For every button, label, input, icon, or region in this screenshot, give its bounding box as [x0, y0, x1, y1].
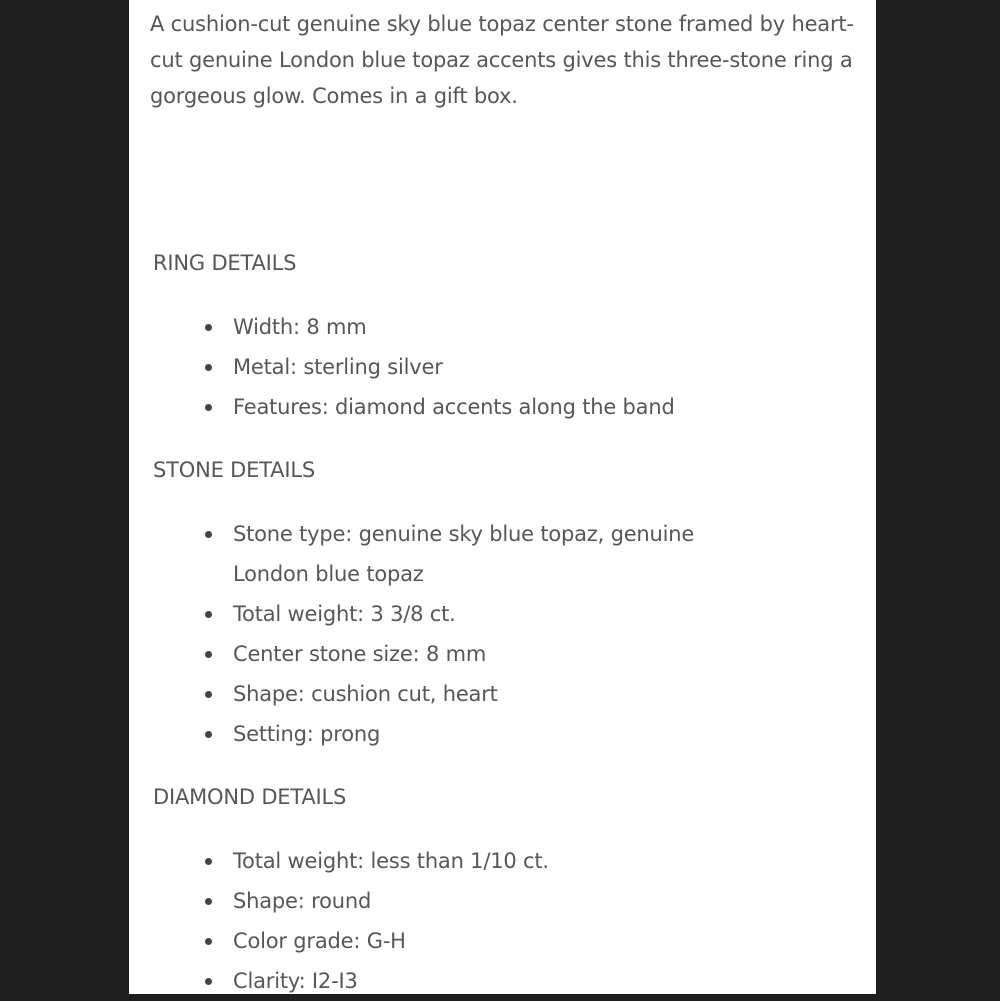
bullet-icon — [205, 324, 212, 331]
product-description: A cushion-cut genuine sky blue topaz center stone framed by heart-cut genuine London blue topaz accents gives this three-stone ring a gorgeous glow. Comes in a gift box. — [150, 12, 854, 108]
list-item: Clarity: I2-I3 — [129, 961, 829, 1001]
bullet-icon — [205, 364, 212, 371]
bullet-icon — [205, 651, 212, 658]
bullet-icon — [205, 404, 212, 411]
list-item: Center stone size: 8 mm — [129, 634, 829, 674]
list-item: Color grade: G-H — [129, 921, 829, 961]
list-item: Shape: round — [129, 881, 829, 921]
product-details-panel — [129, 0, 876, 994]
list-item: Features: diamond accents along the band — [129, 387, 829, 427]
list-item: Stone type: genuine sky blue topaz, genuine London blue topaz — [129, 514, 829, 594]
ring-details-heading: RING DETAILS — [153, 251, 297, 275]
list-item: Shape: cushion cut, heart — [129, 674, 829, 714]
list-item: Width: 8 mm — [129, 307, 829, 347]
bullet-icon — [205, 531, 212, 538]
bullet-icon — [205, 691, 212, 698]
bullet-icon — [205, 731, 212, 738]
list-item: Metal: sterling silver — [129, 347, 829, 387]
list-item: Setting: prong — [129, 714, 829, 754]
bullet-icon — [205, 898, 212, 905]
list-item: Total weight: less than 1/10 ct. — [129, 841, 829, 881]
diamond-details-list — [129, 841, 829, 1001]
ring-details-list — [129, 307, 829, 427]
list-item: Total weight: 3 3/8 ct. — [129, 594, 829, 634]
stone-details-heading: STONE DETAILS — [153, 458, 315, 482]
bullet-icon — [205, 611, 212, 618]
diamond-details-heading: DIAMOND DETAILS — [153, 785, 347, 809]
bullet-icon — [205, 858, 212, 865]
bullet-icon — [205, 938, 212, 945]
stone-details-list — [129, 514, 829, 754]
bullet-icon — [205, 978, 212, 985]
